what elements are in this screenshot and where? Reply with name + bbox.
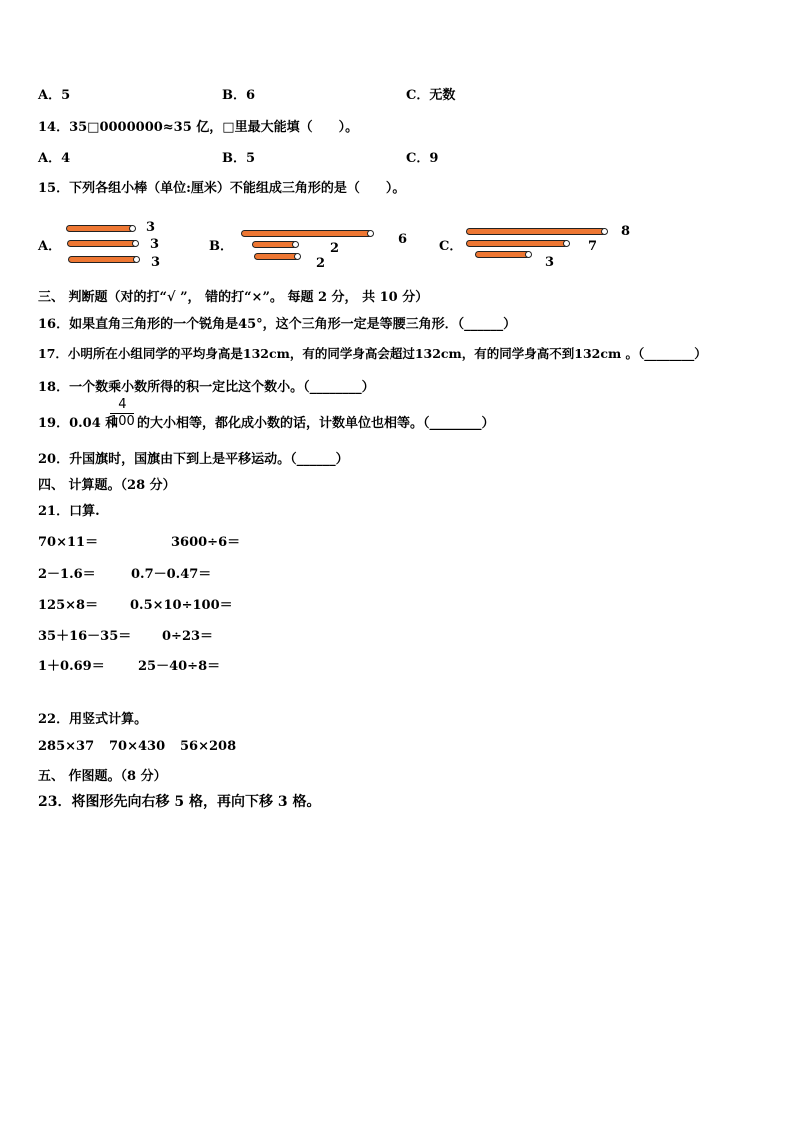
q16: 16．如果直角三角形的一个锐角是45°，这个三角形一定是等腰三角形．（______） — [38, 317, 517, 332]
stick-a1 — [66, 225, 134, 232]
q14-stem: 14．35□0000000≈35 亿，□里最大能填（ ）。 — [38, 120, 359, 135]
stick-a2-length: 3 — [150, 237, 160, 252]
section5-heading: 五、 作图题。（8 分） — [38, 769, 167, 784]
q21-item: 3600÷6＝ — [171, 535, 241, 550]
q19-fraction-numerator: 4 — [118, 397, 127, 412]
q19-suffix: 的大小相等，都化成小数的话，计数单位也相等。（________） — [137, 416, 495, 431]
q21-item: 0÷23＝ — [162, 629, 214, 644]
stick-b2-length: 2 — [330, 241, 340, 256]
stick-b2 — [252, 241, 297, 248]
q21-item: 35＋16－35＝ — [38, 629, 132, 644]
q19-prefix: 19．0.04 和 — [38, 416, 119, 431]
stick-b1-length: 6 — [398, 232, 408, 247]
q14-option-c: C．9 — [406, 151, 439, 166]
q17: 17．小明所在小组同学的平均身高是132cm，有的同学身高会超过132cm，有的同学身高不到132cm 。（________） — [38, 346, 707, 361]
q15-group-c-label: C． — [439, 239, 463, 254]
q23: 23．将图形先向右移 5 格，再向下移 3 格。 — [38, 794, 321, 810]
stick-c2 — [466, 240, 568, 247]
q14-option-b: B．5 — [222, 151, 256, 166]
q21-item: 2－1.6＝ — [38, 567, 96, 582]
q15-group-b-label: B． — [209, 239, 233, 254]
stick-b1 — [241, 230, 372, 237]
q22-title: 22．用竖式计算。 — [38, 712, 148, 727]
q21-item: 1＋0.69＝ — [38, 659, 105, 674]
q21-item: 0.5×10÷100＝ — [130, 598, 233, 613]
stick-b3-length: 2 — [316, 256, 326, 271]
section3-heading: 三、 判断题（对的打“√ ”， 错的打“×”。 每题 2 分， 共 10 分） — [38, 290, 429, 305]
stick-a2 — [67, 240, 137, 247]
section4-heading: 四、 计算题。（28 分） — [38, 478, 176, 493]
stick-a1-length: 3 — [146, 220, 156, 235]
q21-item: 125×8＝ — [38, 598, 99, 613]
stick-c3 — [475, 251, 530, 258]
q21-item: 25－40÷8＝ — [138, 659, 221, 674]
q14-option-a: A．4 — [38, 151, 71, 166]
q19-fraction — [110, 398, 135, 429]
q15-stem: 15．下列各组小棒（单位:厘米）不能组成三角形的是（ ）。 — [38, 181, 406, 196]
stick-c3-length: 3 — [545, 255, 555, 270]
q21-item: 70×11＝ — [38, 535, 99, 550]
stick-c1 — [466, 228, 606, 235]
stick-a3-length: 3 — [151, 255, 161, 270]
q22-item: 285×37 — [38, 739, 95, 754]
q20: 20．升国旗时，国旗由下到上是平移运动。（______） — [38, 452, 349, 467]
stick-c1-length: 8 — [621, 224, 631, 239]
q13-option-c: C．无数 — [406, 88, 456, 103]
stick-a3 — [68, 256, 138, 263]
q21-title: 21．口算. — [38, 504, 100, 519]
q13-option-a: A．5 — [38, 88, 71, 103]
q13-option-b: B．6 — [222, 88, 256, 103]
q18: 18．一个数乘小数所得的积一定比这个数小。（________） — [38, 380, 375, 395]
stick-c2-length: 7 — [588, 239, 598, 254]
q19-fraction-denominator: 100 — [110, 414, 135, 429]
q15-group-a-label: A． — [38, 239, 62, 254]
stick-b3 — [254, 253, 299, 260]
q22-item: 70×430 — [109, 739, 166, 754]
q21-item: 0.7－0.47＝ — [131, 567, 212, 582]
q22-item: 56×208 — [180, 739, 237, 754]
